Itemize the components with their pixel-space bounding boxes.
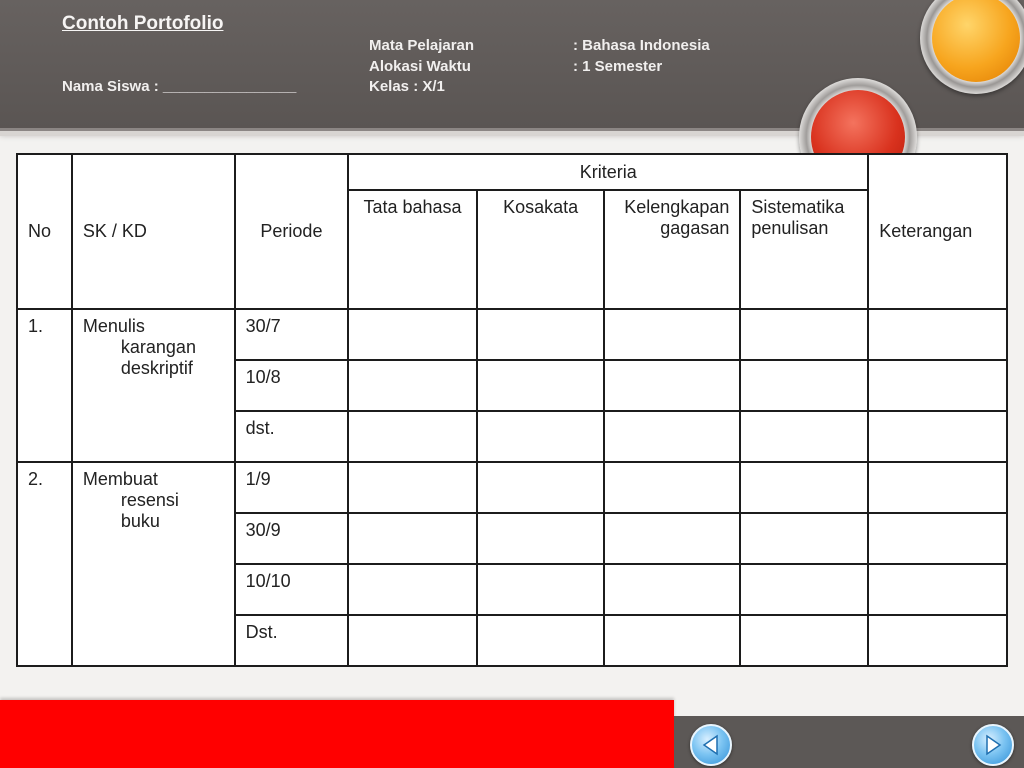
row-periode: 10/10: [235, 564, 349, 615]
cell-tata-bahasa[interactable]: [348, 513, 477, 564]
row-periode: 30/7: [235, 309, 349, 360]
cell-kelengkapan[interactable]: [604, 513, 740, 564]
sk-kd-line: karangan: [120, 337, 196, 357]
row-periode: 30/9: [235, 513, 349, 564]
cell-sistematika[interactable]: [740, 564, 868, 615]
cell-kelengkapan[interactable]: [604, 462, 740, 513]
header-no: No: [17, 154, 72, 309]
cell-tata-bahasa[interactable]: [348, 411, 477, 462]
row-no: 2.: [17, 462, 72, 666]
header-kosakata: Kosakata: [477, 190, 605, 309]
header-kriteria: Kriteria: [348, 154, 868, 190]
nama-siswa-field: Nama Siswa : ________________: [62, 78, 297, 95]
cell-kosakata[interactable]: [477, 411, 605, 462]
cell-keterangan[interactable]: [868, 615, 1007, 666]
header-tata-bahasa: Tata bahasa: [348, 190, 477, 309]
cell-tata-bahasa[interactable]: [348, 360, 477, 411]
cell-kelengkapan[interactable]: [604, 564, 740, 615]
cell-kosakata[interactable]: [477, 309, 605, 360]
cell-kosakata[interactable]: [477, 513, 605, 564]
cell-keterangan[interactable]: [868, 564, 1007, 615]
row-periode: 1/9: [235, 462, 349, 513]
cell-tata-bahasa[interactable]: [348, 564, 477, 615]
header-sk-kd: SK / KD: [72, 154, 235, 309]
cell-kosakata[interactable]: [477, 615, 605, 666]
cell-sistematika[interactable]: [740, 360, 868, 411]
cell-tata-bahasa[interactable]: [348, 462, 477, 513]
cell-sistematika[interactable]: [740, 513, 868, 564]
arrow-right-icon: [983, 734, 1003, 756]
row-no: 1.: [17, 309, 72, 462]
cell-keterangan[interactable]: [868, 360, 1007, 411]
cell-kelengkapan[interactable]: [604, 615, 740, 666]
sk-kd-line: Membuat: [82, 469, 158, 489]
previous-slide-button[interactable]: [690, 724, 732, 766]
row-sk-kd: [72, 309, 235, 462]
row-periode: dst.: [235, 411, 349, 462]
cell-keterangan[interactable]: [868, 411, 1007, 462]
mata-pelajaran-value: : Bahasa Indonesia: [573, 37, 710, 54]
cell-sistematika[interactable]: [740, 411, 868, 462]
mata-pelajaran-label: Mata Pelajaran: [369, 37, 475, 54]
cell-kosakata[interactable]: [477, 564, 605, 615]
table-row: [17, 309, 1007, 360]
alokasi-waktu-value: : 1 Semester: [573, 58, 663, 75]
arrow-left-icon: [701, 734, 721, 756]
cell-sistematika[interactable]: [740, 462, 868, 513]
cell-keterangan[interactable]: [868, 462, 1007, 513]
header-kelengkapan: Kelengkapan gagasan: [604, 190, 740, 309]
sk-kd-line: buku: [120, 511, 160, 531]
cell-sistematika[interactable]: [740, 615, 868, 666]
cell-kosakata[interactable]: [477, 360, 605, 411]
alokasi-waktu-label: Alokasi Waktu: [369, 58, 471, 75]
table-row: [17, 462, 1007, 513]
cell-kelengkapan[interactable]: [604, 360, 740, 411]
row-periode: Dst.: [235, 615, 349, 666]
header-keterangan: Keterangan: [868, 154, 1007, 309]
cell-kosakata[interactable]: [477, 462, 605, 513]
cell-kelengkapan[interactable]: [604, 411, 740, 462]
header-sistematika: Sistematika penulisan: [740, 190, 868, 309]
row-periode: 10/8: [235, 360, 349, 411]
page-title: Contoh Portofolio: [62, 13, 224, 34]
cell-keterangan[interactable]: [868, 513, 1007, 564]
cell-kelengkapan[interactable]: [604, 309, 740, 360]
sk-kd-line: deskriptif: [120, 358, 193, 378]
cell-tata-bahasa[interactable]: [348, 309, 477, 360]
cell-sistematika[interactable]: [740, 309, 868, 360]
cell-tata-bahasa[interactable]: [348, 615, 477, 666]
footer-accent-bar: [0, 700, 674, 768]
cell-keterangan[interactable]: [868, 309, 1007, 360]
kelas-label: Kelas : X/1: [369, 78, 445, 95]
row-sk-kd: [72, 462, 235, 666]
next-slide-button[interactable]: [972, 724, 1014, 766]
header-periode: Periode: [235, 154, 349, 309]
sk-kd-line: Menulis: [82, 316, 145, 336]
portfolio-table: [16, 153, 1008, 667]
sk-kd-line: resensi: [120, 490, 179, 510]
